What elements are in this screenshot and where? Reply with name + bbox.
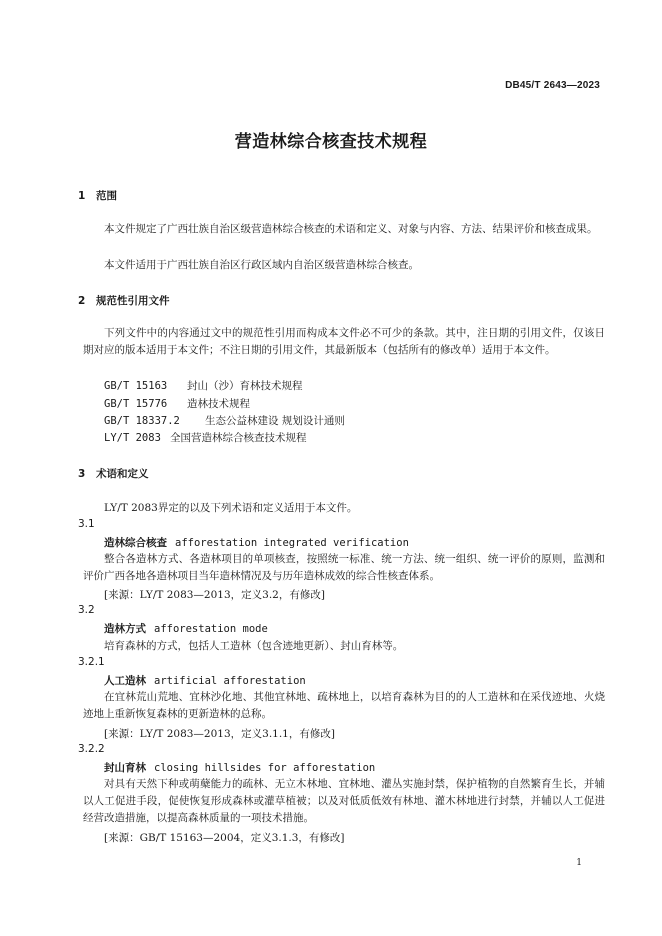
scope-paragraph-2: 本文件适用于广西壮族自治区行政区域内自治区级营造林综合核查。 <box>104 259 419 271</box>
reference-item <box>104 413 345 428</box>
reference-item <box>104 378 303 393</box>
term-source: [来源：GB/T 15163—2004，定义3.1.3，有修改] <box>104 832 345 844</box>
reference-code: LY/T 2083 <box>104 432 161 444</box>
standard-code: DB45/T 2643—2023 <box>505 80 600 91</box>
reference-name: 封山（沙）育林技术规程 <box>187 380 303 392</box>
scope-paragraph-1: 本文件规定了广西壮族自治区级营造林综合核查的术语和定义、对象与内容、方法、结果评价和核查成果。 <box>104 223 598 235</box>
reference-code: GB/T 15776 <box>104 398 168 410</box>
reference-item <box>104 396 250 411</box>
term-english: afforestation mode <box>154 623 268 635</box>
term-heading <box>104 673 306 688</box>
section-2-heading <box>78 293 170 308</box>
term-definition: 在宜林荒山荒地、宜林沙化地、其他宜林地、疏林地上，以培育森林为目的的人工造林和在采伐迹地、火烧迹地上重新恢复森林的更新造林的总称。 <box>83 691 605 720</box>
clause-number: 3.2 <box>78 604 95 616</box>
term-english: artificial afforestation <box>154 675 306 687</box>
term-definition: 对具有天然下种或萌蘖能力的疏林、无立木林地、宜林地、灌丛实施封禁，保护植物的自然繁育生长，并辅以人工促进手段，促使恢复形成森林或灌草植被；以及对低质低效有林地、灌木林地进行封禁，并辅以人工促进经营改造措施，以提高森林质量的一项技术措施。 <box>83 778 605 824</box>
section-title: 规范性引用文件 <box>96 295 170 307</box>
page-number: 1 <box>576 858 582 868</box>
clause-number: 3.2.2 <box>78 743 105 755</box>
term-chinese: 造林方式 <box>104 623 146 635</box>
section-3-heading <box>78 466 149 481</box>
term-chinese: 人工造林 <box>104 675 146 687</box>
terms-intro: LY/T 2083界定的以及下列术语和定义适用于本文件。 <box>104 502 358 514</box>
term-definition: 整合各造林方式、各造林项目的单项核查，按照统一标准、统一方法、统一组织、统一评价的原则，监测和评价广西各地各造林项目当年造林情况及与历年造林成效的综合性核查体系。 <box>83 553 605 582</box>
reference-name: 生态公益林建设 规划设计通则 <box>205 415 345 427</box>
term-english: closing hillsides for afforestation <box>154 762 376 774</box>
section-1-heading <box>78 188 117 203</box>
reference-name: 造林技术规程 <box>187 398 250 410</box>
term-source: [来源：LY/T 2083—2013，定义3.1.1，有修改] <box>104 728 335 740</box>
document-title: 营造林综合核查技术规程 <box>234 132 428 152</box>
term-heading <box>104 621 268 636</box>
reference-item <box>104 430 307 445</box>
section-title: 术语和定义 <box>96 468 149 480</box>
reference-name: 全国营造林综合核查技术规程 <box>170 432 307 444</box>
section-number: 3 <box>78 468 86 480</box>
term-chinese: 造林综合核查 <box>104 537 167 549</box>
term-english: afforestation integrated verification <box>175 537 409 549</box>
term-chinese: 封山育林 <box>104 762 146 774</box>
reference-code: GB/T 15163 <box>104 380 168 392</box>
term-definition: 培育森林的方式，包括人工造林（包含迹地更新）、封山育林等。 <box>104 640 404 652</box>
section-number: 2 <box>78 295 86 307</box>
section-number: 1 <box>78 190 86 202</box>
term-source: [来源：LY/T 2083—2013，定义3.2，有修改] <box>104 589 325 601</box>
normative-refs-intro: 下列文件中的内容通过文中的规范性引用而构成本文件必不可少的条款。其中，注日期的引用文件，仅该日期对应的版本适用于本文件；不注日期的引用文件，其最新版本（包括所有的修改单）适用于本文件。 <box>83 327 605 356</box>
clause-number: 3.2.1 <box>78 656 105 668</box>
clause-number: 3.1 <box>78 518 95 530</box>
section-title: 范围 <box>96 190 117 202</box>
term-heading <box>104 760 375 775</box>
term-heading <box>104 535 409 550</box>
reference-code: GB/T 18337.2 <box>104 415 180 427</box>
